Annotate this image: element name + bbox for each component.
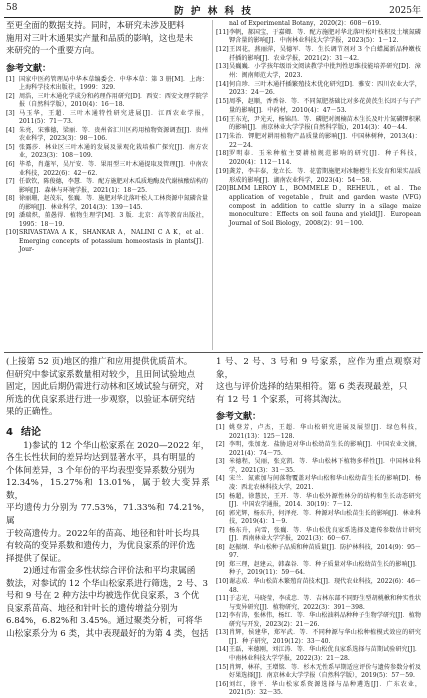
text-line: 平均遗传力分别为 77.53%，71.33%和 74.21%，属 — [6, 503, 210, 527]
reference-item: [11] 于志光，马晓莹，李成忠．等．吉林东部不同野生型胡桃楸和种实性状与变异研究[J]．植物研究，2022(3)：391－398. — [216, 595, 421, 611]
column-divider — [212, 20, 213, 350]
reference-item: [14] 何自珍．三叶木通扦插繁殖技术优化研究[D]．雅安：四川农业大学，2023：24－26. — [216, 80, 421, 97]
reference-item: [16] 王东光，尹光天，杨锦昌．等．磷肥对闽楠苗木生长及叶片氮磷钾积累的影响[J]．南京林业大学学报(自然科学版)，2014(3)：40－44. — [216, 115, 421, 132]
reference-item: [11] 李帆，郝国宝，于嘉卿．等．配方施肥对华北落叶松叶枝积及土壤氮磷钾含量的影响[J]．中南林业科技大学学报，2023(5)：1－12. — [216, 28, 421, 45]
text-line: (上接第 52 页)地区的推广和应用提供优质苗木。 — [6, 357, 193, 367]
header-rule — [4, 17, 423, 18]
reference-item: [8] 徐丽珊，赵茂东，张巍．等．施肥对华北落叶松人工林资源中氮磷含量的影响[J]．林业科学，2014(3)：139－145. — [6, 195, 208, 211]
section-heading — [6, 423, 210, 438]
conclusion-text — [6, 440, 210, 641]
text-line: 6.84%，6.82%和 3.45%。通过聚类分析，可将华 — [6, 616, 203, 627]
text-line: 固定，因此后期仍需进行动林和区域试验与研究，对 — [6, 382, 204, 393]
reference-item: [16] 刘红，徐平．华山松家系资源选择与品种遴选[J]．广东农业，2021(5)：32－35. — [216, 680, 421, 697]
references-heading: 参考文献： — [216, 412, 262, 423]
reference-item: [6] 郭光辉，杨东升，何泽亮．等．种源对华山松苗生长的影响[J]．林业科技，2019(4)：1－9. — [216, 509, 421, 526]
text-line: 于较高遗传力。2022年的苗高、地径和针叶长均具 — [6, 528, 200, 539]
text-line: 个体间差异，3 个年份的平均表型变异系数分别为 — [6, 465, 195, 476]
references-heading: 参考文献： — [6, 63, 52, 74]
section-number: 4 — [6, 426, 13, 438]
reference-item: [5] 张露莎．林业区三叶木通的发展及景观化栽培推广探究[J]．南方农业，2023(3)：108－109. — [6, 143, 208, 160]
closing-paragraph — [6, 20, 208, 58]
text-line: 来研究的一个重要方向。 — [6, 46, 100, 56]
reference-item: [9] 郑三理，赵建云，韩森谷．等．种子质量对华山松幼苗生长的影响[J]．种子，2019(11)：59－64. — [216, 560, 421, 577]
reference-item: [1] 姚登芳，卢杰，王超．华山松研究进展及展望[J]．绿色科技，2021(13)：125－128. — [216, 424, 421, 440]
reference-item: [4] 宋兰．氮素加与间落物覆盖对华山松和华山松幼苗生长的影响[D]．杨凌：西北农林科技大学，2021. — [216, 475, 421, 492]
reference-item: [4] 朱亮，宋雅德，梁丽．等．贵州省汇川区药用植物资源调查[J]．贵州农业科学，2023(3)：98－106. — [6, 126, 208, 143]
reference-item: [13] 肖辉，侯建华，郑军武．等．不同种源与华山松种植模式效应的研究[J]．种子研究，2019(12)：33－40. — [216, 629, 421, 645]
text-line: 1 号、2 号、3 号和 9 号家系，应作为重点观察对象， — [216, 357, 421, 380]
conclusion-continuation — [216, 356, 421, 406]
reference-item: [9] 潘瑞炽，董愚得．植物生理学[M]．3 版．北京：高等教育出版社，1995：18－19. — [6, 212, 208, 228]
reference-item: [18] 罗明泰．玉米种植主要耕植规范影响的研究[J]．种子科技，2020(4)：112－114. — [216, 150, 421, 167]
reference-list — [216, 29, 421, 229]
text-line: 2)通过布雷金多性状综合评价法和平均隶属函 — [23, 566, 196, 577]
reference-item: [15] 周季，赵顺，香香谷．等．不同氮肥基础比对多花黄芪生长因子与子产量的影响[J]．中药材，2010(4)：47－53. — [216, 98, 421, 114]
reference-item: [17] 朱治．钾肥对耕用植物产品质量的影响[J]．中国林树种，2013(4)：22－24. — [216, 132, 421, 149]
reference-item: [12] 李有涛，张林伟，杨红．等．华山松油料品种种子生物学研究[J]．植物研究与开发，2023(2)：21－26. — [216, 612, 421, 628]
reference-list — [216, 424, 421, 698]
reference-item: [2] 周浩，三叶木通化学成分和药理作用研究[D]．西安：西安文理学院学报（自然科学版），2010(4)：16－18. — [6, 92, 208, 109]
text-line: 择提供了保证。 — [6, 553, 67, 564]
page-number: 58 — [6, 3, 18, 13]
text-line: 但研究中参试家系数量相对较少，且田间试验地点 — [6, 369, 196, 380]
text-line: 所选的优良家系进行进一步观察，以验证本研究结 — [6, 394, 196, 405]
reference-item: [12] 王因花，燕丽萍，吴德军．等．生长调节剂对 3 个白蜡属新品种嫩枝扦插的影响[J]．农业学报，2021(2)：31－42. — [216, 45, 421, 62]
reference-item: [3] 马玉华，王超．三叶木通特性研究进展[J]．江西农业学报，2011(5)：71－73. — [6, 109, 208, 126]
text-line: 12.34%，15.27%和 13.01%，属于较大变异系数， — [6, 478, 210, 501]
reference-continuation: nal of Experimental Botany，2020(2)：608－619. — [229, 20, 382, 27]
reference-item: [10] 谢志成．华山松苗木繁殖育苗技术[J]．现代农业科技，2022(6)：46－48. — [216, 578, 421, 594]
reference-item: [8] 赵振纲．华山松种子品质和种苗质量[J]．防护林科技，2014(9)：95－97. — [216, 543, 421, 560]
bottom-right-column — [216, 356, 421, 697]
text-line: 号和 9 号在 2 种方法中均被选作优良家系，3 个优 — [6, 591, 200, 602]
text-line: 有较高的变异系数和遗传力，为优良家系的评价选 — [6, 541, 196, 552]
reference-item: [7] 杨东升，向雪，张巍．等．华山松优良家系选择及遗传参数估计研究[J]．西南林业大学学报，2021(3)：60－67. — [216, 526, 421, 543]
text-line: 各生长性状间的差异均达到显著水平，具有明显的 — [6, 453, 196, 464]
reference-item: [14] 王磊，米德刚，刘江涛．等．华山松优良家系选择与苗期试验研究[J]．中南林业科技大学学报，2022(3)：21－28. — [216, 646, 421, 662]
text-line: 果的正确性。 — [6, 407, 58, 418]
reference-item: [3] 米德程，吴丽，张克凯．等．华山松林下植物多样性[J]．中国林业科学，2021(3)：31－35. — [216, 458, 421, 474]
text-line: 至更全面的数据支持。同时，本研究未涉及肥料 — [6, 21, 185, 31]
text-line: 数法，对参试的 12 个华山松家系进行筛选，2 号、3 — [6, 578, 208, 589]
issue-year: 2025年 — [389, 6, 421, 16]
text-line: 这也与评价选择的结果相符。第 6 类表现最差，只 — [216, 382, 408, 393]
article-separator — [4, 352, 423, 353]
reference-list — [6, 76, 208, 255]
reference-item: [15] 肖辉，林祥，王增铭．等．杉木无性系早期适应评价与遗传参数分析及好果选择[J]．南京林业大学学报（自然科学版），2019(5)：57－59. — [216, 663, 421, 680]
journal-title: 防 护 林 科 技 — [174, 6, 253, 17]
text-line: 有 12 号 1 个家系，可将其淘汰。 — [216, 394, 347, 405]
bottom-left-column — [6, 356, 210, 639]
reference-item: [5] 杨超，徐慧民，王开．等．华山松外源性林分的结构和生长动态研究[J]．中国农学通报，2014．30(19)：7－12. — [216, 492, 421, 509]
reference-item: [2] 李明，张加龙．盐胁迫对华山松幼苗生长的影响[J]．中国农业文摘，2021(4)：74－75. — [216, 441, 421, 457]
text-line: 良家系苗高、地径和针叶长的遗传增益分别为 — [6, 603, 178, 614]
top-right-column — [216, 20, 421, 350]
reference-item: [1] 国家中医药管理局中华本草编委会．中华本草：第 3 册[M]．上海：上海科学技术出版社，1999：329. — [6, 75, 208, 92]
reference-item: [13] 吴巍巍．小学孩年级语文阅读教学中批判性思维技能培养研究[D]．漳州：闽南师范大学，2023. — [216, 63, 421, 80]
text-line: 山松家系分为 6 类，其中表现最好的为第 4 类，包括 — [6, 628, 209, 639]
text-line: 1)参试的 12 个华山松家系在 2020—2022 年， — [23, 440, 210, 451]
section-title: 结论 — [20, 426, 41, 438]
reference-item: [10] SRIVASTAVA A K，SHANKAR A，NALINI C A K，et al．Emerging concepts of potassium homeostasis in plants[J]．Jour- — [6, 229, 208, 254]
text-line: 施用对三叶木通果实产量和品质的影响，这也是未 — [6, 33, 194, 44]
reference-item: [20] BLMM LEROY L，BOMMELE D，REHEUL，et al．The application of vegetable，fruit and garden waste (VFG) compost in addition to cattle slurry in a silage maize monoculture：Effects on soil fauna and yield[J]．European Journal of Soil Biology，2008(2)：91－100. — [216, 185, 421, 228]
reference-item: [19] 龚芳，李丰泰，龙立长．等．花蕾期施肥对冰糖橙生长发育和果实品质形成的影响[J]．湖南农业科学，2023(4)：54－58. — [216, 167, 421, 184]
top-left-column — [6, 20, 208, 350]
reference-item: [7] 任欲钦，陈俊德，李慧．等．配方施肥对木瓜质地酶及代谢核酸结构的影响[J]．森林与环境学报，2021(1)：18－25. — [6, 178, 208, 194]
discussion-paragraph — [6, 356, 210, 419]
reference-item: [6] 毕希，肖蓬军，吴厅安．等．果用型三叶木通提取及管理[J]．中南农业科技，2022(6)：42－62. — [6, 160, 208, 177]
